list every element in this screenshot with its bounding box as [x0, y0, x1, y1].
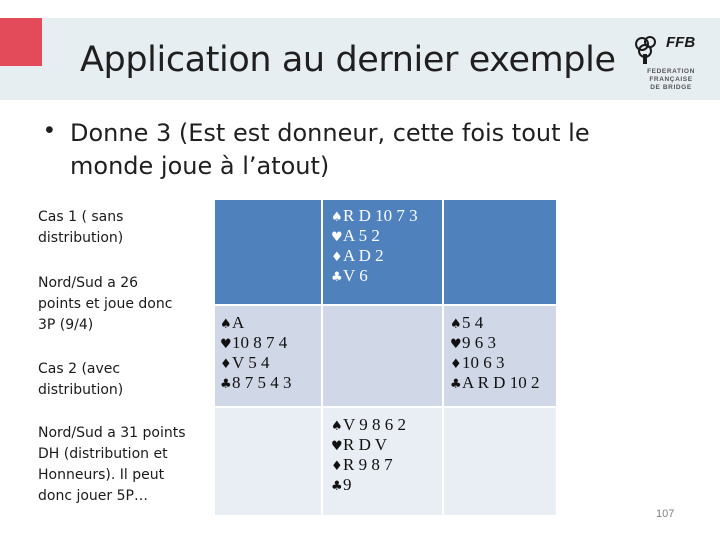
holding: A: [232, 313, 245, 332]
diamond-icon: ♦: [331, 250, 343, 265]
diamond-icon: ♦: [450, 357, 462, 372]
cas2-label: [38, 359, 123, 401]
cas1-detail: [38, 273, 172, 336]
hand-row-clubs: [331, 266, 418, 286]
heart-icon: ♥: [331, 230, 343, 245]
hand-row-spades: [450, 313, 539, 333]
club-icon: ♣: [331, 479, 343, 494]
holding: R D 10 7 3: [343, 206, 418, 225]
hand-east: [450, 313, 539, 393]
hand-row-clubs: [220, 373, 292, 393]
holding: R 9 8 7: [343, 455, 393, 474]
cas2-detail: [38, 423, 186, 507]
holding: R D V: [343, 435, 388, 454]
slide-title: Application au dernier exemple: [80, 40, 616, 80]
club-icon: ♣: [331, 270, 343, 285]
hand-west: [220, 313, 292, 393]
holding: V 9 8 6 2: [343, 415, 406, 434]
spade-icon: ♠: [331, 419, 343, 434]
club-icon: ♣: [220, 377, 232, 392]
holding: 9: [343, 475, 352, 494]
logo-line: FRANÇAISE: [649, 76, 693, 83]
club-icon: ♣: [450, 377, 462, 392]
hand-row-clubs: [331, 475, 406, 495]
bullet-marker: •: [45, 116, 54, 144]
hand-row-spades: [331, 415, 406, 435]
note-line: Honneurs). Il peut: [38, 467, 165, 483]
holding: 9 6 3: [462, 333, 496, 352]
note-line: Nord/Sud a 26: [38, 275, 139, 291]
holding: A R D 10 2: [462, 373, 540, 392]
spade-icon: ♠: [450, 317, 462, 332]
note-line: Cas 1 ( sans: [38, 209, 124, 225]
hand-row-diamonds: [331, 246, 418, 266]
spade-icon: ♠: [220, 317, 232, 332]
holding: 5 4: [462, 313, 484, 332]
logo-line: FEDERATION: [647, 68, 695, 75]
note-line: Cas 2 (avec: [38, 361, 121, 377]
spade-icon: ♠: [331, 210, 343, 225]
hand-row-spades: [220, 313, 292, 333]
logo-brand: FFB: [666, 34, 696, 51]
hand-row-hearts: [331, 226, 418, 246]
note-line: Nord/Sud a 31 points: [38, 425, 186, 441]
holding: V 5 4: [232, 353, 270, 372]
note-line: points et joue donc: [38, 296, 173, 312]
holding: 8 7 5 4 3: [232, 373, 292, 392]
note-line: distribution): [38, 382, 124, 398]
hand-row-hearts: [220, 333, 292, 353]
hand-row-diamonds: [220, 353, 292, 373]
hand-row-spades: [331, 206, 418, 226]
heart-icon: ♥: [331, 439, 343, 454]
table-cell: [215, 200, 321, 304]
hand-row-diamonds: [331, 455, 406, 475]
hand-row-hearts: [450, 333, 539, 353]
heart-icon: ♥: [220, 337, 232, 352]
hand-south: [331, 415, 406, 495]
logo-subtitle: [630, 68, 712, 92]
cas1-label: [38, 207, 123, 249]
note-line: 3P (9/4): [38, 317, 94, 333]
diamond-icon: ♦: [331, 459, 343, 474]
heart-icon: ♥: [450, 337, 462, 352]
ffb-logo: [630, 34, 712, 92]
holding: A D 2: [343, 246, 384, 265]
holding: A 5 2: [343, 226, 380, 245]
holding: 10 8 7 4: [232, 333, 288, 352]
note-line: DH (distribution et: [38, 446, 168, 462]
accent-square: [0, 18, 42, 66]
table-cell: [444, 408, 556, 515]
logo-line: DE BRIDGE: [650, 84, 692, 91]
hand-north: [331, 206, 418, 286]
diamond-icon: ♦: [220, 357, 232, 372]
bullet-text: Donne 3 (Est est donneur, cette fois tout le monde joue à l’atout): [70, 119, 590, 180]
table-cell: [444, 200, 556, 304]
table-cell: [323, 306, 442, 406]
table-cell: [215, 408, 321, 515]
hand-row-hearts: [331, 435, 406, 455]
hand-row-clubs: [450, 373, 539, 393]
note-line: donc jouer 5P…: [38, 488, 148, 504]
holding: V 6: [343, 266, 368, 285]
hand-row-diamonds: [450, 353, 539, 373]
note-line: distribution): [38, 230, 124, 246]
page-number: 107: [656, 508, 675, 520]
holding: 10 6 3: [462, 353, 505, 372]
